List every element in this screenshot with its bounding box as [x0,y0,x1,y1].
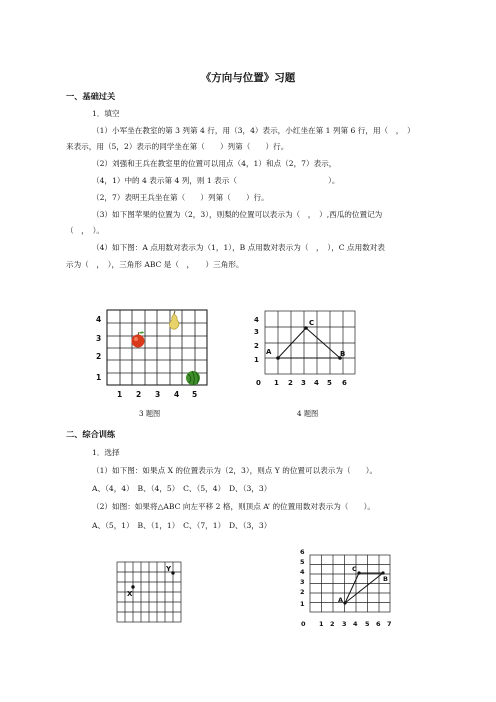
grid-lines [310,555,390,612]
x-tick-label: 1 [319,620,324,628]
x-tick-label: 1 [274,379,279,387]
point-label: A [338,596,344,604]
x-tick-label: 4 [314,379,319,387]
q2-line: （4，1）中的 4 表示第 4 列，则 1 表示（ ）。 [92,176,340,185]
q3-line: （ ， ）。 [66,226,104,235]
section-heading-practice: 二、综合训练 [66,429,116,439]
point-label: X [127,590,133,598]
point-label: Y [166,565,172,573]
y-tick-label: 1 [96,373,102,382]
pear-icon [169,311,179,329]
mc2-options: A、（5，1） B、（1，1） C、（7，1） D、（3，3） [92,521,272,530]
point-x [131,585,134,588]
mc1-options: A、（4，4） B、（4，5） C、（5，4） D、（3，3） [92,484,272,493]
q1-line: （1）小军坐在教室的第 3 列第 4 行，用（3，4）表示，小红坐在第 1 列第 6 行，用（ ， ） [92,126,415,135]
x-tick-label: 1 [117,390,123,399]
q1-line: 来表示，用（5，2）表示的同学坐在第（ ）列第（ ）行。 [66,142,289,151]
y-tick-label: 2 [300,588,305,596]
point-label: C [352,565,357,573]
y-tick-label: 1 [254,356,259,364]
x-tick-label: 6 [376,620,381,628]
y-tick-label: 1 [300,600,305,608]
x-tick-label: 0 [301,620,306,628]
y-tick-label: 4 [96,315,102,324]
y-tick-label: 5 [300,558,305,566]
x-tick-label: 5 [327,379,332,387]
mc1-question: （1）如下图：如果点 X 的位置表示为（2，3），则点 Y 的位置可以表示为（ ）。 [92,466,378,475]
q3-line: （3）如下图苹果的位置为（2，3），则梨的位置可以表示为（ ， ）,西瓜的位置记为 [92,210,383,219]
x-tick-label: 7 [387,620,392,628]
y-tick-label: 3 [300,578,305,586]
y-tick-label: 2 [254,342,259,350]
q4-line: 示为（ ， ），三角形 ABC 是（ ， ）三角形。 [66,260,244,269]
point-label: C [309,319,315,327]
x-tick-label: 2 [288,379,293,387]
point-c [304,326,308,330]
point-a [276,356,280,360]
subheading-fill-in: 1．填空 [92,109,120,118]
y-tick-label: 2 [96,352,102,361]
triangle-abc [345,573,383,603]
q2-line: （2，7）表明王兵坐在第（ ）列第（ ）行。 [92,193,269,202]
mc2-question: （2）如图：如果将△ABC 向左平移 2 格，则顶点 A’ 的位置用数对表示为（ ）。 [92,502,375,511]
figure-triangle-grid [298,546,402,631]
point-label: B [340,350,346,358]
x-tick-label: 6 [342,379,347,387]
point-label: A [266,348,272,356]
point-label: B [383,575,388,583]
figure-xy-grid [108,560,186,626]
q2-line: （2）刘强和王兵在教室里的位置可以用点（4，1）和点（2，7）表示， [92,159,337,168]
y-tick-label: 4 [300,568,305,576]
x-tick-label: 4 [174,390,180,399]
y-tick-label: 4 [254,316,259,324]
x-tick-label: 4 [353,620,358,628]
x-tick-label: 3 [342,620,347,628]
y-tick-label: 3 [254,328,259,336]
x-tick-label: 2 [330,620,335,628]
x-tick-label: 5 [365,620,370,628]
figure-4-caption: 4 题图 [297,409,319,418]
figure-4-grid [248,308,360,388]
figure-3-grid [88,308,213,400]
x-tick-label: 2 [136,390,142,399]
x-tick-label: 3 [301,379,306,387]
y-tick-label: 3 [96,334,102,343]
figure-3-caption: 3 题图 [139,409,161,418]
apple-icon [132,332,145,348]
x-tick-label: 0 [256,379,261,387]
point-c [357,571,360,574]
subheading-choose: 1．选择 [92,448,120,457]
y-tick-label: 6 [300,548,305,556]
point-a [343,601,346,604]
section-heading-basics: 一、基础过关 [66,91,116,101]
watermelon-icon [186,371,200,385]
page-title: 《方向与位置》习题 [200,72,296,84]
x-tick-label: 5 [192,390,198,399]
x-tick-label: 3 [155,390,161,399]
point-y [171,571,174,574]
q4-line: （4）如下图：A 点用数对表示为（1，1），B 点用数对表示为（ ， ），C 点用数对表 [92,243,385,252]
